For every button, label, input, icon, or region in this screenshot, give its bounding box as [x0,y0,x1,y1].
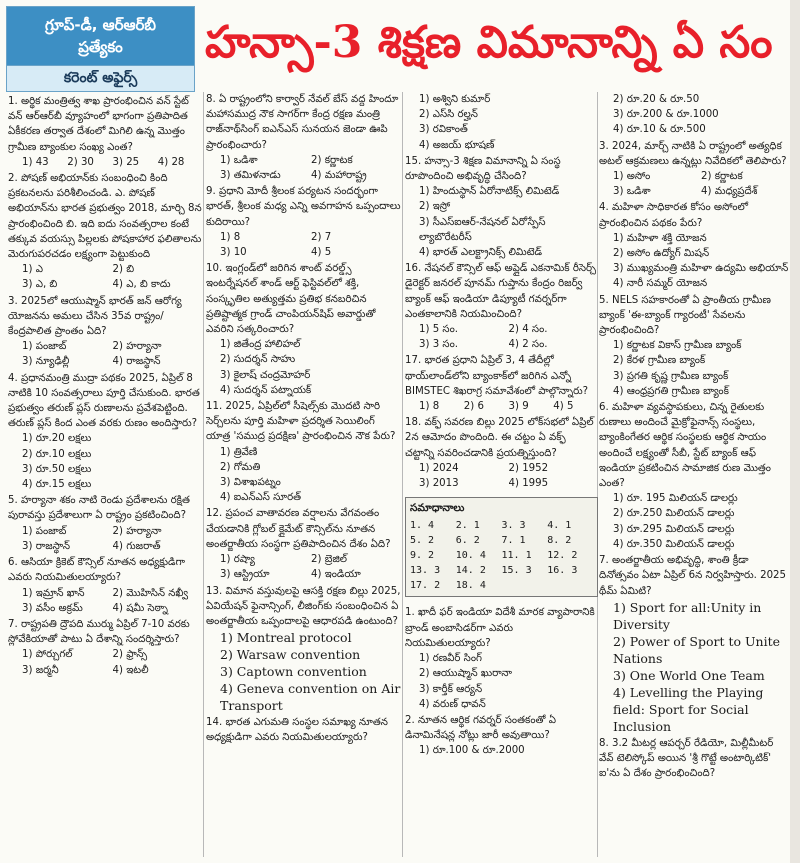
question-options [599,169,789,199]
option-text: 1) రణవీర్ సింగ్ [419,653,482,665]
option-text: 3) One World One Team [613,667,765,683]
question-text: 2. నూతన ఆర్థిక గవర్నర్ సంతకంతో ఏ డినామినేషన్ల నోట్లు జారీ అవుతాయి? [405,714,556,742]
option-text: 3) కార్తీక్ ఆర్యన్ [419,683,483,695]
question-options [206,552,402,582]
option-text: 4) 5 [553,401,574,413]
option-text: 1) 43 [22,156,49,168]
question-options [8,155,203,170]
question-options [405,651,598,712]
option-text: 4) 2 సం. [508,339,548,351]
question-block [599,400,789,552]
option-text: 3) ప్రగతి కృష్ణ గ్రామీణ బ్యాంక్ [613,370,729,382]
option-text: 2) ఇస్రో [419,201,451,213]
option-text: 3) కైలాష్ చంద్రమోహర్ [220,369,311,381]
question-text: 3. 2025లో ఆయుష్మాన్ భారత్ జన్ ఆరోగ్య యోజనను అమలు చేసిన 35వ రాష్ట్రం/ కేంద్రపాలిత ప్రాంతం ఏది? [8,295,182,338]
option-text: 1) 8 [220,231,241,243]
question-text: 8. 3.2 మీటర్ల ఆపర్చర్ రేడియో, మిల్లీమీటర్ వేవ్ టెలిస్కోప్ అయిన 'శ్రీ గొట్టే అంటార్కిటిక్' ఐ'ను ఏ దేశం ప్రారంభించింది? [599,737,774,780]
question-text: 4. మహిళా సాధికారత కోసం అసోంలో ప్రారంభించిన పథకం పేరు? [599,202,748,229]
answer-key-item: 16. 3 [547,565,578,577]
option-text: 3) 10 [220,247,247,259]
question-options [206,337,402,398]
question-block [8,294,203,370]
option-text: 3) రూ.50 లక్షలు [22,463,92,475]
option-text: 1) రష్యా [220,554,255,566]
question-text: 1. అర్థిక మంత్రిత్వ శాఖ ప్రారంభించిన వన్ స్టేట్ వన్ ఆర్ఆర్‌బీ వ్యూహంలో భాగంగా ప్రతిపాదిత ఏకీకరణ తర్వాత దేశంలో మిగిలి ఉన్న మొత్తం గ్రామీణ బ్యాంకుల సంఖ్య ఎంత? [8,96,189,153]
option-text: 2) అసోం ఉద్యోగ్ మిషన్ [613,248,710,260]
option-text: 2) 6 [463,401,484,413]
option-text: 3) ఎ, బి [22,279,58,291]
option-text: 1) 8 [419,401,440,413]
question-text: 5. NELS సహకారంతో ఏ ప్రాంతీయ గ్రామీణ బ్యాంక్ 'ఈ-బ్యాంక్ గ్యారంటీ' సేవలను ప్రారంభించింది? [599,294,771,337]
question-options [599,338,789,399]
question-text: 12. ప్రపంచ వాతావరణ వర్షాలను వేగవంతం చేయడానికి గ్లోబల్ క్లైమేట్ కౌన్సిల్‌ను నూతన అంతర్జాతీయ సంస్థగా ప్రతిపాదించిన దేశం ఏది? [206,508,391,550]
question-block [8,493,203,554]
question-block [599,293,789,399]
question-options [405,399,598,414]
option-text: 2) Warsaw convention [220,647,361,663]
question-block [405,415,598,491]
option-text: 4) మధ్యప్రదేశ్ [701,186,758,198]
option-text: 4) రూ.350 మిలియన్ డాలర్లు [613,538,735,550]
question-text: 7. రాష్ట్రపతి ద్రౌపది ముర్ము ఏప్రిల్ 7-10 వరకు స్లోవేకియాతో పాటు ఏ దేశాన్ని సందర్శిస్తారు? [8,618,190,646]
question-text: 2. పోషణ్ అభియాన్‌కు సంబంధించి కింది ప్రకటనలను పరిశీలించండి. ఎ. పోషణ్ అభియాన్‌ను భారత ప్రభుత్వం 2018, మార్చి 8న ప్రారంభించింది బి. ఇది ఐదు సంవత్సరాల కంటే తక్కువ వయస్సు పిల్లలకు పోషకాహార ఫలితాలను మెరుగుపరచడం లక్ష్యంగా పెట్టుకుంది [8,173,202,261]
answer-key [405,497,598,597]
question-block [405,261,598,352]
option-text: 1) ఒడిశా [220,154,258,166]
option-text: 3) ఆస్ట్రియా [220,569,270,581]
question-options [8,586,203,616]
question-options [405,184,598,260]
question-block [206,715,402,745]
question-block [405,713,598,759]
option-text: 2) రూ.20 & రూ.50 [613,94,700,105]
question-block [599,200,789,291]
option-text: 1) హిందుస్థాన్ ఏరోనాటిక్స్ లిమిటెడ్ [419,186,560,198]
option-text: 3) ఒడిశా [613,186,651,198]
question-text: 14. భారత ఎగుమతి సంస్థల సమాఖ్య నూతన అధ్యక్షుడిగా ఎవరు నియమితులయ్యారు? [206,717,388,744]
answer-key-item: 12. 2 [547,550,578,562]
question-text: 6. మహిళా వ్యవస్థాపకులు, చిన్న రైతులకు రుణాలు అందించే మైక్రోఫైనాన్స్ సంస్థలు, బ్యాంకింగేతర ఆర్థిక సంస్థలకు ఆర్థిక సాయం అందించే లక్ష్యంతో సీబీ, స్టేట్ బ్యాంక్ ఆఫ్ ఇండియా ప్రకటించిన సామాజిక రుణ మొత్తం ఎంత? [599,402,771,490]
column-3-bottom [405,605,598,758]
option-text: 4) ఐఎన్ఎస్ సూరత్ [220,492,302,504]
option-text: 3) ముఖ్యమంత్రి మహిళా ఉద్యమి అభియాన్ [613,263,789,275]
question-block [206,261,402,398]
question-text: 5. హర్యానా శకం నాటి రెండు ప్రదేశాలను రక్షిత పురావస్తు ప్రదేశాలుగా ఏ రాష్ట్రం ప్రకటించింది? [8,495,190,522]
column-divider [402,92,403,857]
question-block [405,154,598,260]
question-options [405,322,598,352]
question-block [599,553,789,735]
option-text: 2) ఆయుష్మాన్ ఖురానా [419,668,512,680]
question-block [206,184,402,260]
option-text: 1) Montreal protocol [220,630,352,646]
question-text: 3. 2024, మార్చ్ నాటికి ఏ రాష్ట్రంలో అత్యధిక అటల్ ఆక్రమణలు ఉన్నట్లు నివేదికలో తెలిపారు? [599,140,787,167]
headline: హన్సా-3 శిక్షణ విమానాన్ని ఏ సం [205,17,773,68]
option-text: 2) ఫ్రాన్స్ [112,649,148,661]
answer-key-item: 14. 2 [455,565,486,577]
option-text: 1) పోర్చుగల్ [22,649,73,661]
option-text: 3) విశాఖపట్నం [220,477,281,489]
answer-key-item: 1. 4 [410,520,435,532]
question-options [8,647,203,677]
question-block [8,94,203,170]
question-text: 17. భారత ప్రధాని ఏప్రిల్ 3, 4 తేదీల్లో థాయ్‌లాండ్‌లోని బ్యాంకాక్‌లో జరిగిన ఎన్నో BIMSTEC శిఖరాగ్ర సమావేశంలో పాల్గొన్నారు? [405,355,589,397]
question-block [8,555,203,616]
option-text: 1) రూ.20 లక్షలు [22,433,92,445]
option-text: 2) రూ.250 మిలియన్ డాలర్లు [613,508,735,520]
option-text: 4) షమీ సెఠ్నా [112,602,168,614]
option-text: 4) ఇండియా [311,569,361,581]
question-block [8,617,203,678]
answer-key-item: 11. 1 [501,550,532,562]
question-block [206,584,402,715]
answer-key-item: 8. 2 [547,535,572,547]
question-block [599,92,789,138]
option-text: 3) జర్మనీ [22,664,59,676]
option-text: 3) 9 [508,401,529,413]
option-text: 1) పంజాబ్ [22,341,67,353]
option-text: 2) ఎస్‌సి రల్హన్ [419,109,478,121]
option-text: 2) గోమతి [220,461,261,473]
question-text: 1. ఖాదీ ఫర్ ఇండియా విదేశీ మారక వ్యాపారానికి బ్రాండ్ అంబాసిడర్‌గా ఎవరు నియమితులయ్యారు? [405,607,595,649]
option-text: 2) మొహిసిన్ నఖ్వీ [112,587,189,599]
option-text: 4) 28 [157,156,185,168]
question-text: 6. ఆసియా క్రికెట్ కౌన్సిల్ నూతన అధ్యక్షుడిగా ఎవరు నియమితులయ్యారు? [8,557,185,584]
badge-line-3: కరెంట్ అఫైర్స్ [7,65,194,91]
option-text: 4) రూ.10 & రూ.500 [613,124,706,136]
option-text: 1) Sport for all:Unity in Diversity [613,599,762,632]
answer-key-item: 6. 2 [455,535,480,547]
option-text: 4) రాజస్థాన్ [112,356,161,368]
question-block [8,371,203,493]
question-options [599,231,789,292]
column-3 [405,92,598,860]
option-text: 2) హర్యానా [112,341,162,353]
option-text: 2) సుదర్శన్ సాహు [220,354,296,366]
question-options [206,230,402,260]
option-text: 1) 5 సం. [419,324,458,336]
section-badge [6,6,195,92]
option-text: 3) సీఎస్ఐఆర్-నేషనల్ ఏరోస్పేస్ ల్యాబొరేటరీస్ [419,216,546,243]
question-block [206,399,402,505]
question-block [405,92,598,153]
option-text: 1) కర్ణాటక వికాస్ గ్రామీణ బ్యాంక్ [613,340,742,352]
question-options [8,431,203,492]
question-options [599,599,789,735]
option-text: 4) నారీ సమ్మర్ యోజన [613,278,708,290]
option-text: 3) రూ.200 & రూ.1000 [613,109,719,121]
column-divider [203,92,204,857]
option-text: 3) రవికాంత్ [419,124,468,136]
option-text: 3) వసీం అక్రమ్ [22,602,83,614]
question-options [599,92,789,138]
answer-key-item: 4. 1 [547,520,572,532]
badge-line-1: గ్రూప్-డీ, ఆర్ఆర్‌బీ [45,16,156,34]
answer-key-item: 17. 2 [410,580,441,592]
option-text: 1) ఎ [22,264,43,276]
question-text: 4. ప్రధానమంత్రి ముద్రా పథకం 2025, ఏప్రిల్ 8 నాటికి 10 సంవత్సరాలు పూర్తి చేసుకుంది. భారత ప్రభుత్వం తరుణ్ ప్లస్ రుణాలను ప్రవేశపెట్టింది. తరుణ్ ప్లస్ కింద ఎంత వరకు రుణం అందిస్తారు? [8,372,200,430]
option-text: 2) కర్ణాటక [311,154,353,166]
option-text: 4) Levelling the Playing field: Sport for Social Inclusion [613,684,764,734]
option-text: 4) 5 [311,247,332,259]
column-1 [8,94,203,862]
option-text: 4) ఇటలీ [112,664,149,676]
option-text: 2) హర్యానా [112,525,162,537]
answer-key-item: 5. 2 [410,535,435,547]
question-text: 15. హన్సా-3 శిక్షణ విమానాన్ని ఏ సంస్థ రూపొందించి అభివృద్ధి చేసింది? [405,155,561,183]
question-text: 13. విమాన వస్తువులపై ఆసక్తి రక్షణ బిల్లు 2025, ఏవియేషన్ ఫైనాన్సింగ్, లీజింగ్‌కు సంబంధించిన ఏ అంతర్జాతీయ ఒప్పందాలపై ఆధారపడి ఉంటుంది? [206,585,401,627]
option-text: 3) Captown convention [220,664,367,680]
option-text: 2) కర్ణాటక [701,171,743,183]
question-text: 9. ప్రధాని మోదీ శ్రీలంక పర్యటన సందర్భంగా భారత్, శ్రీలంక మధ్య ఎన్ని అవగాహన ఒప్పందాలు కుదిరాయి? [206,186,401,228]
question-text: 16. నేషనల్ కౌన్సిల్ ఆఫ్ అప్లైడ్ ఎకనామిక్ రీసెర్చ్ డైరెక్టర్ జనరల్ పూనమ్ గుప్తాను కేంద్రం రిజర్వ్ బ్యాంక్ ఆఫ్ ఇండియా డిప్యూటీ గవర్నర్‌గా ఎంతకాలానికి నియమించింది? [405,263,596,320]
option-text: 4) అజయ్ భూషణ్ [419,139,495,151]
question-options [206,445,402,506]
question-text: 18. వక్ఫ్ సవరణ బిల్లు 2025 లోక్‌సభలో ఏప్రిల్ 2న ఆమోదం పొందింది. ఈ చట్టం ఏ వక్ఫ్ చట్టాన్ని సవరించడానికి ప్రయత్నిస్తుంది? [405,417,594,459]
option-text: 3) 25 [112,156,140,168]
option-text: 1) అసోం [613,171,651,183]
option-text: 4) సుదర్శన్ పట్నాయక్ [220,384,312,396]
option-text: 2) రూ.10 లక్షలు [22,448,92,460]
question-options [8,524,203,554]
option-text: 3) తమిళనాడు [220,170,281,182]
option-text: 3) న్యూఢిల్లీ [22,356,70,368]
column-2 [206,92,402,860]
option-text: 2) బి [112,264,135,276]
answer-key-item: 18. 4 [455,580,486,592]
column-3-top [405,92,598,491]
question-text: 10. ఇంగ్లండ్‌లో జరిగిన శాంట్ వరల్డ్స్ ఇంటర్నేషనల్ శాండ్ ఆర్ట్ ఫెస్టివల్‌లో శక్తి, సంస్కృతిల అత్యుత్తమ ప్రతిభ కనబరిచిన ప్రతిష్టాత్మక గ్రాండ్ చాంపియన్‌షిప్ అవార్డుతో ఎవరిని సత్కరించారు? [206,263,376,336]
column-4 [599,92,789,860]
question-block [206,92,402,183]
option-text: 4) గుజరాత్ [112,540,161,552]
question-options [599,491,789,552]
question-options [405,92,598,153]
option-text: 4) 1995 [508,478,549,490]
question-block [405,605,598,711]
option-text: 1) జితేంద్ర హాలిహల్ [220,339,301,351]
answer-key-item: 3. 3 [501,520,526,532]
answer-key-item: 15. 3 [501,565,532,577]
option-text: 1) రూ.100 & రూ.2000 [419,745,525,757]
option-text: 4) వరుణ్ ధావన్ [419,698,486,710]
question-block [599,139,789,200]
option-text: 2) 30 [67,156,94,168]
option-text: 2) 4 సం. [508,324,548,336]
question-options [8,339,203,369]
question-options [8,262,203,292]
option-text: 1) రూ. 195 మిలియన్ డాలర్లు [613,493,738,505]
option-text: 4) ఆంధ్రప్రగతి గ్రామీణ బ్యాంక్ [613,385,729,397]
answer-key-item: 2. 1 [455,520,480,532]
question-text: 8. ఏ రాష్ట్రంలోని కార్వార్ నేవల్ బేస్ వద్ద హిందూ మహాసముద్ర నౌక సాగర్‌గా కేంద్ర రక్షణ మంత్రి రాజ్‌నాథ్‌సింగ్ ఐఎన్ఎస్ సునయన జెండా ఊపి ప్రారంభించారు? [206,94,399,151]
question-options [405,743,598,758]
option-text: 2) 1952 [508,462,549,474]
answer-key-item: 10. 4 [455,550,486,562]
option-text: 2) బ్రెజిల్ [311,554,348,566]
question-options [405,461,598,491]
question-block [206,506,402,582]
question-block [405,353,598,414]
answer-key-grid [410,518,593,593]
option-text: 3) రూ.295 మిలియన్ డాలర్లు [613,523,735,535]
answer-key-item: 7. 1 [501,535,526,547]
answer-key-item: 13. 3 [410,565,441,577]
option-text: 4) Geneva convention on Air Transport [220,681,401,714]
option-text: 4) రూ.15 లక్షలు [22,479,92,491]
question-options [206,153,402,183]
option-text: 2) Power of Sport to Unite Nations [613,633,780,666]
option-text: 1) 2024 [419,462,459,474]
question-text: 7. అంతర్జాతీయ అభివృద్ధి, శాంతి క్రీడా దినోత్సవం ఏటా ఏప్రిల్ 6న నిర్వహిస్తారు. 2025 థీమ్ ఏమిటి? [599,555,787,597]
badge-line-2: ప్రత్యేకం [78,38,123,56]
option-text: 3) 3 సం. [419,339,458,351]
answer-key-item: 9. 2 [410,550,435,562]
option-text: 1) మహిళా శక్తి యోజన [613,232,707,244]
question-text: 11. 2025, ఏప్రిల్‌లో సీషెల్స్‌కు మొదటి సారి సెర్చ్‌లను పూర్తి మహిళా ప్రదర్శిత సెయిలింగ్ యాత్ర 'సముద్ర ప్రదక్షిణ' ప్రారంభించిన నౌక పేరు? [206,401,396,443]
question-options [206,629,402,714]
question-block [599,736,789,782]
option-text: 1) ఇమ్రాన్ ఖాన్ [22,587,85,599]
option-text: 3) రాజస్థాన్ [22,540,70,552]
option-text: 1) అశ్విని కుమార్ [419,94,491,105]
badge-top [7,7,194,65]
option-text: 1) త్రివేణి [220,446,258,458]
option-text: 4) ఎ, బి కాదు [112,279,171,291]
option-text: 2) కేరళ గ్రామీణ బ్యాంక్ [613,355,706,367]
option-text: 4) మహారాష్ట్ర [311,170,367,182]
option-text: 3) 2013 [419,478,459,490]
option-text: 4) భారత్ ఎలక్ట్రానిక్స్ లిమిటెడ్ [419,247,543,259]
question-block [8,171,203,293]
option-text: 2) 7 [311,231,332,243]
page-edge [790,0,800,863]
answer-key-title: సమాధానాలు [410,502,465,515]
option-text: 1) పంజాబ్ [22,525,67,537]
